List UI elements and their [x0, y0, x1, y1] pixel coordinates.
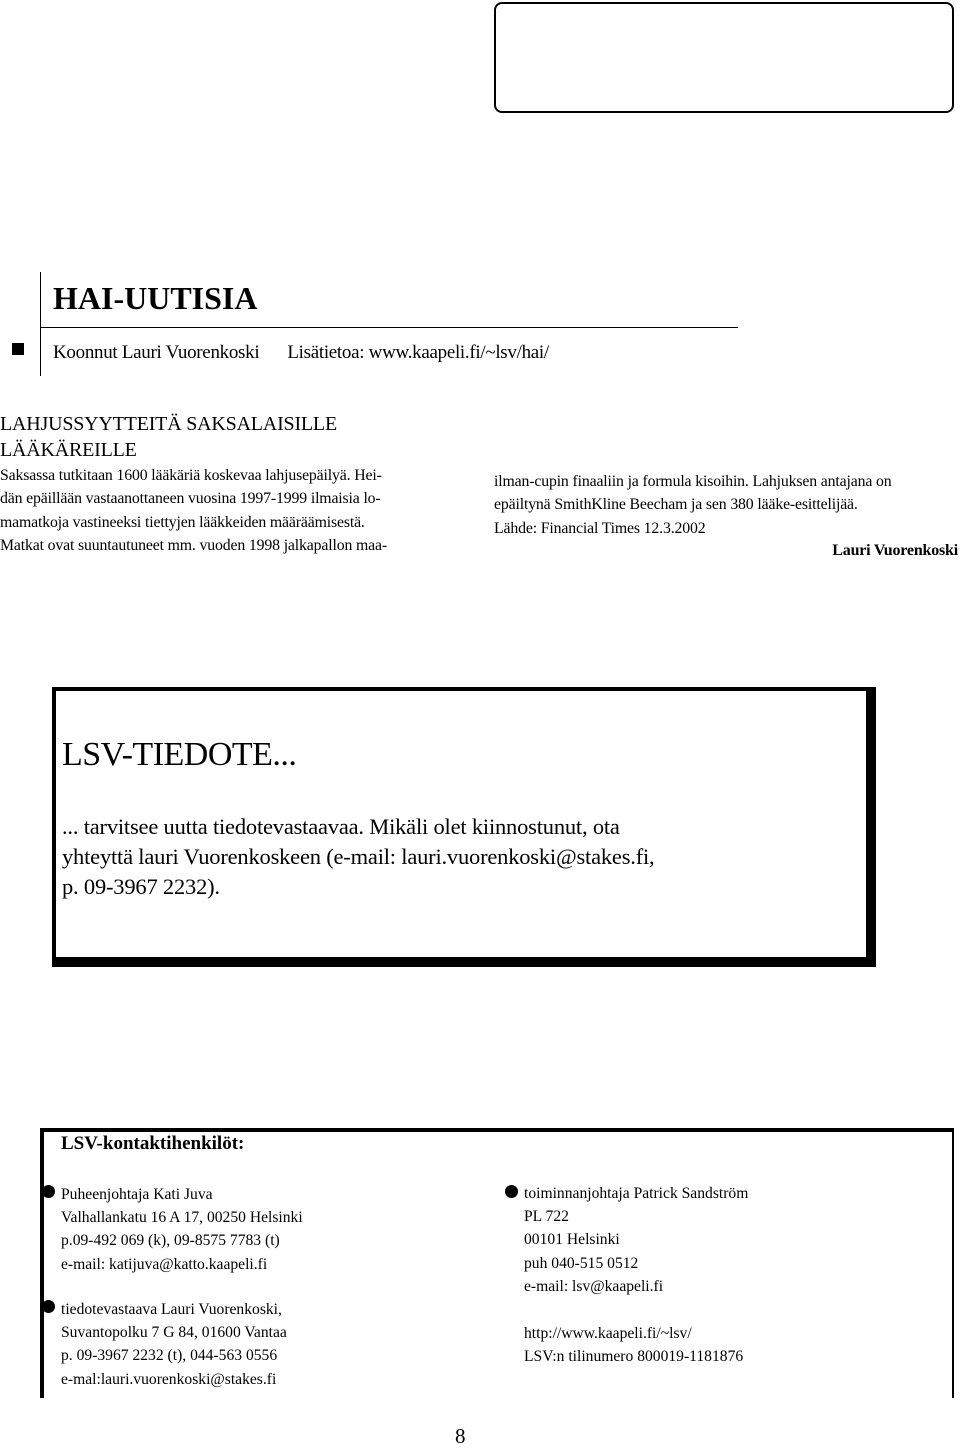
- bullet-dot-icon: [42, 1185, 55, 1198]
- website-link[interactable]: http://www.kaapeli.fi/~lsv/: [524, 1325, 692, 1342]
- article-line: Lähde: Financial Times 12.3.2002: [494, 519, 706, 537]
- bullet-dot-icon: [505, 1185, 518, 1198]
- article-line: dän epäillään vastaanottaneen vuosina 1997-1999 ilmaisia lo-: [0, 490, 381, 508]
- info-link[interactable]: Lisätietoa: www.kaapeli.fi/~lsv/hai/: [287, 342, 549, 363]
- notice-line: ... tarvitsee uutta tiedotevastaavaa. Mikäli olet kiinnostunut, ota: [62, 814, 620, 839]
- article-line: ilman-cupin finaaliin ja formula kisoihin. Lahjuksen antajana on: [494, 473, 892, 490]
- email-link[interactable]: e-mail: lsv@kaapeli.fi: [524, 1277, 664, 1295]
- contact-director: toiminnanjohtaja Patrick Sandström PL 722 00101 Helsinki puh 040-515 0512 e-mail: lsv@kaapeli.fi: [524, 1182, 748, 1298]
- email-link[interactable]: e-mal:lauri.vuorenkoski@stakes.fi: [61, 1370, 277, 1388]
- page-number: 8: [455, 1424, 466, 1448]
- contact-web: [524, 1322, 743, 1368]
- header-subline: [53, 342, 549, 364]
- email-link[interactable]: e-mail: katijuva@katto.kaapeli.fi: [61, 1255, 268, 1273]
- notice-text: [62, 812, 762, 902]
- article-column-left: [0, 464, 472, 558]
- header-vertical-rule: [40, 272, 41, 376]
- article-line: Saksassa tutkitaan 1600 lääkäriä koskevaa lahjusepäilyä. Hei-: [0, 467, 382, 484]
- notice-line: yhteyttä lauri Vuorenkoskeen (e-mail: lauri.vuorenkoski@stakes.fi,: [62, 844, 655, 869]
- contact-press-officer: tiedotevastaava Lauri Vuorenkoski, Suvantopolku 7 G 84, 01600 Vantaa p. 09-3967 2232 (t), 044-563 0556 e-mal:lauri.vuorenkoski@stakes.fi: [61, 1298, 287, 1391]
- top-frame: [494, 2, 954, 113]
- notice-line: p. 09-3967 2232).: [62, 874, 220, 899]
- article-column-right: [494, 470, 960, 540]
- article-line: epäiltynä SmithKline Beecham ja sen 380 lääke-esittelijää.: [494, 496, 858, 514]
- square-bullet-icon: [12, 343, 24, 355]
- notice-title: LSV-TIEDOTE...: [62, 736, 297, 773]
- compiler-credit: Koonnut Lauri Vuorenkoski: [53, 342, 260, 363]
- section-title: HAI-UUTISIA: [53, 280, 258, 316]
- account-number: LSV:n tilinumero 800019-1181876: [524, 1348, 744, 1366]
- article-line: Matkat ovat suuntautuneet mm. vuoden 1998 jalkapallon maa-: [0, 537, 388, 555]
- article-line: mamatkoja vastineeksi tiettyjen lääkkeiden määräämisestä.: [0, 513, 365, 531]
- article-signature: Lauri Vuorenkoski: [832, 542, 958, 559]
- contacts-title: LSV-kontaktihenkilöt:: [61, 1133, 245, 1154]
- bullet-dot-icon: [42, 1300, 55, 1313]
- contact-chair: Puheenjohtaja Kati Juva Valhallankatu 16 A 17, 00250 Helsinki p.09-492 069 (k), 09-8575 7783 (t) e-mail: katijuva@katto.kaapeli.fi: [61, 1183, 303, 1276]
- header-horizontal-rule: [40, 327, 738, 328]
- article-title: LAHJUSSYYTTEITÄ SAKSALAISILLE LÄÄKÄREILLE: [0, 413, 337, 461]
